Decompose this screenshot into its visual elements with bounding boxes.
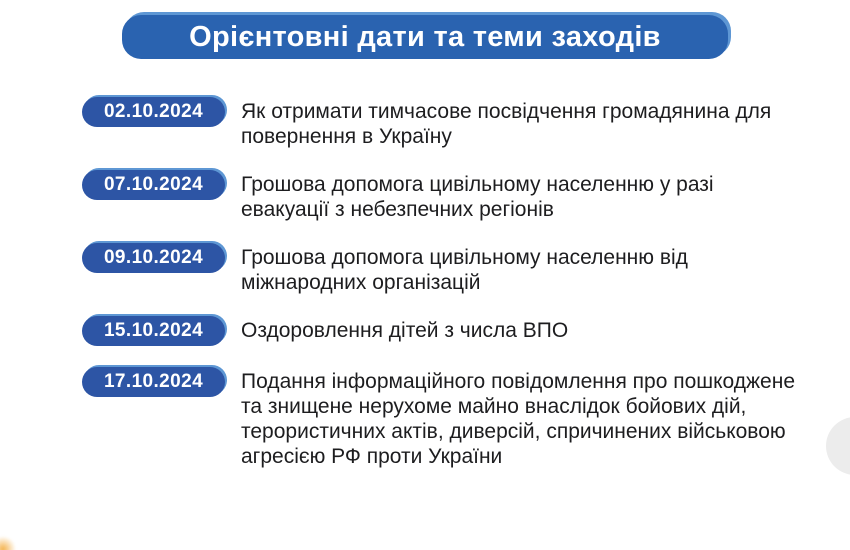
corner-accent-decoration: [0, 536, 16, 550]
event-schedule-list: [82, 97, 812, 490]
date-badge: 07.10.2024: [82, 170, 225, 200]
date-badge: 02.10.2024: [82, 97, 225, 127]
page-title: Орієнтовні дати та теми заходів: [122, 15, 728, 59]
event-topic-text: Грошова допомога цивільному населенню у разі евакуації з небезпечних регіонів: [241, 173, 714, 221]
schedule-row: [82, 170, 812, 222]
event-topic-text: Оздоровлення дітей з числа ВПО: [241, 319, 569, 342]
event-topic-text: Як отримати тимчасове посвідчення громадянина для повернення в Україну: [241, 100, 772, 148]
date-badge: 15.10.2024: [82, 316, 225, 346]
schedule-row: [82, 316, 812, 346]
event-topic-text: Подання інформаційного повідомлення про пошкоджене та знищене нерухоме майно внаслідок бойових дій, терористичних актів, диверсій, спричинених військовою агресією РФ проти України: [241, 370, 796, 468]
date-badge: 09.10.2024: [82, 243, 225, 273]
edge-circle-decoration: [826, 417, 850, 475]
schedule-row: [82, 367, 812, 469]
schedule-row: [82, 243, 812, 295]
date-badge: 17.10.2024: [82, 367, 225, 397]
schedule-row: [82, 97, 812, 149]
event-topic-text: Грошова допомога цивільному населенню від міжнародних організацій: [241, 246, 688, 294]
